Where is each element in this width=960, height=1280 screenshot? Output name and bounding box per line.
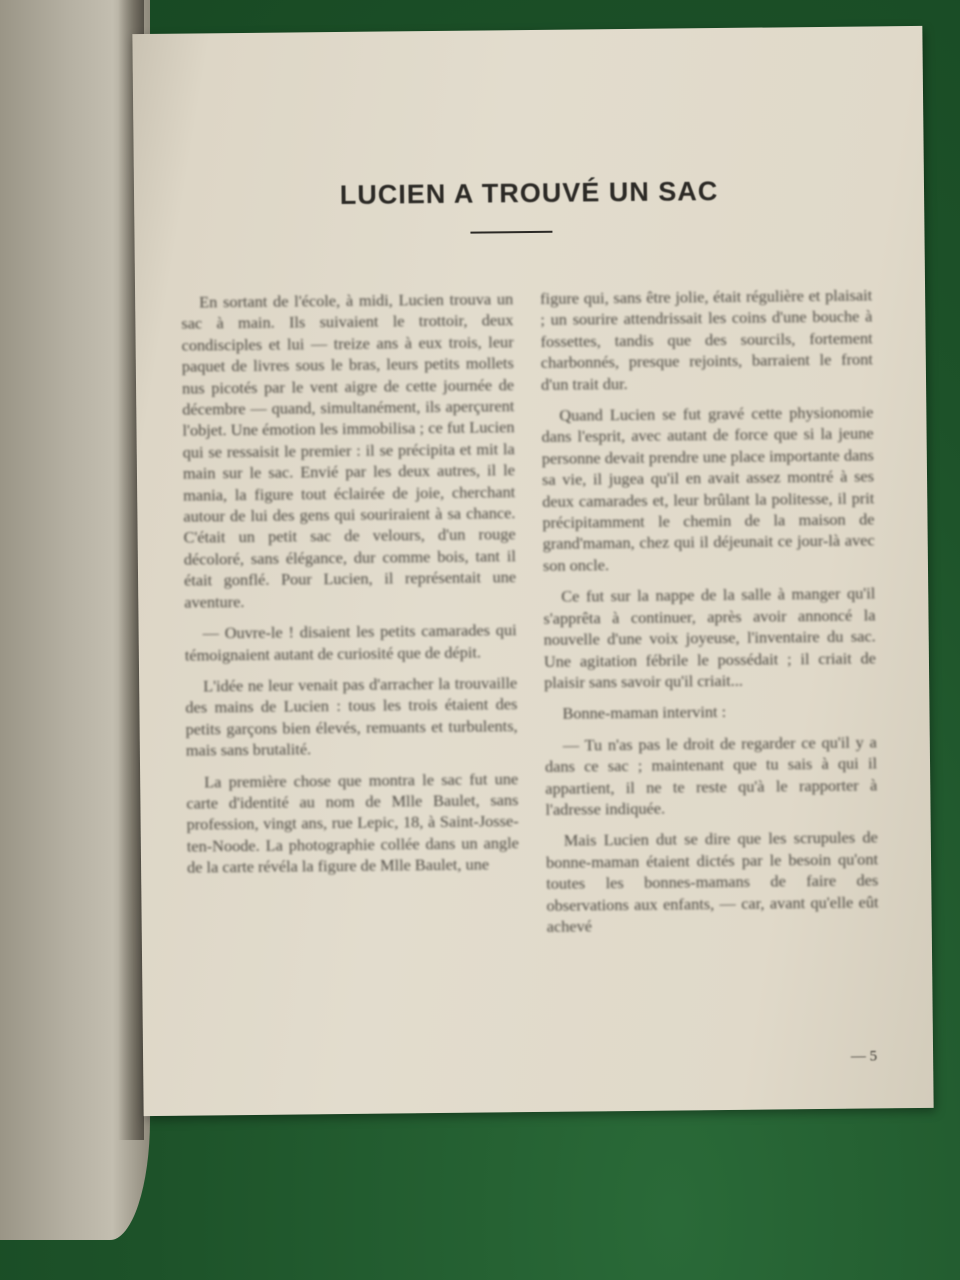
paragraph: En sortant de l'école, à midi, Lucien trouva un sac à main. Ils suivaient le trottoir, deux condisciples et lui — treize ans à eux trois, leur paquet de livres sous le bras, leurs petits mollets nus picotés par le vent aigre de cette journée de décembre — quand, simultanément, ils aperçurent l'objet. Une émotion les immobilisa ; ce fut Lucien qui se ressaisit le premier : il se précipita et mit la main sur le sac. Envié par les deux autres, il le mania, la figure tout éclairée de joie, cherchant autour de lui des gens qui souriraient à sa chance. C'était un petit sac de velours, d'un rouge décoloré, sans élégance, dur comme bois, tant il était gonflé. Pour Lucien, il représentait une aventure. bbox=[181, 289, 517, 612]
paragraph: — Ouvre-le ! disaient les petits camarades qui témoignaient autant de curiosité que de dépit. bbox=[184, 620, 517, 665]
paragraph: L'idée ne leur venait pas d'arracher la trouvaille des mains de Lucien : tous les trois étaient des petits garçons bien élevés, remuants et turbulents, mais sans brutalité. bbox=[185, 673, 518, 760]
paragraph: — Tu n'as pas le droit de regarder ce qu'il y a dans ce sac ; maintenant que tu sais à qui il appartient, il ne te reste qu'à le rapporter à l'adresse indiquée. bbox=[544, 732, 878, 819]
page-number: — 5 bbox=[850, 1048, 878, 1065]
paragraph: Bonne-maman intervint : bbox=[562, 702, 727, 724]
title-rule bbox=[470, 231, 552, 234]
paragraph: La première chose que montra le sac fut une carte d'identité au nom de Mlle Baulet, sans profession, vingt ans, rue Lepic, 18, à Saint-Josse-ten-Noode. La photographie collée dans un angle de la carte révéla la figure de Mlle Baulet, une bbox=[186, 768, 519, 877]
paragraph: figure qui, sans être jolie, était régulière et plaisait ; un sourire attendrissait les coins d'une bouche à fossettes, tandis que des sourcils, fortement charbonnés, presque rejoints, barraient le front d'un trait dur. bbox=[540, 285, 873, 394]
paragraph: Mais Lucien dut se dire que les scrupules de bonne-maman étaient dictés par le besoin qu'ont toutes les bonnes-mamans de faire des observations aux enfants, — car, avant qu'elle eût achevé bbox=[545, 827, 879, 936]
text-column-right bbox=[540, 284, 879, 947]
text-column-left bbox=[181, 288, 519, 888]
book-page bbox=[132, 26, 933, 1116]
paragraph: Ce fut sur la nappe de la salle à manger qu'il s'apprêta à continuer, après avoir annoncé la nouvelle d'une voix joyeuse, l'inventaire du sac. Une agitation fébrile le possédait ; il criait de plaisir sans savoir qu'il criait... bbox=[543, 583, 877, 692]
chapter-title: LUCIEN A TROUVÉ UN SAC bbox=[339, 176, 719, 211]
paragraph: Quand Lucien se fut gravé cette physionomie dans l'esprit, avec autant de force que si la jeune personne devait prendre une place importante dans sa vie, il jugea qu'il en avait assez montré à ses deux camarades et, leur brûlant la politesse, il prit précipitamment le chemin de la maison de grand'maman, chez qui il déjeunait ce jour-là avec son oncle. bbox=[541, 402, 875, 575]
